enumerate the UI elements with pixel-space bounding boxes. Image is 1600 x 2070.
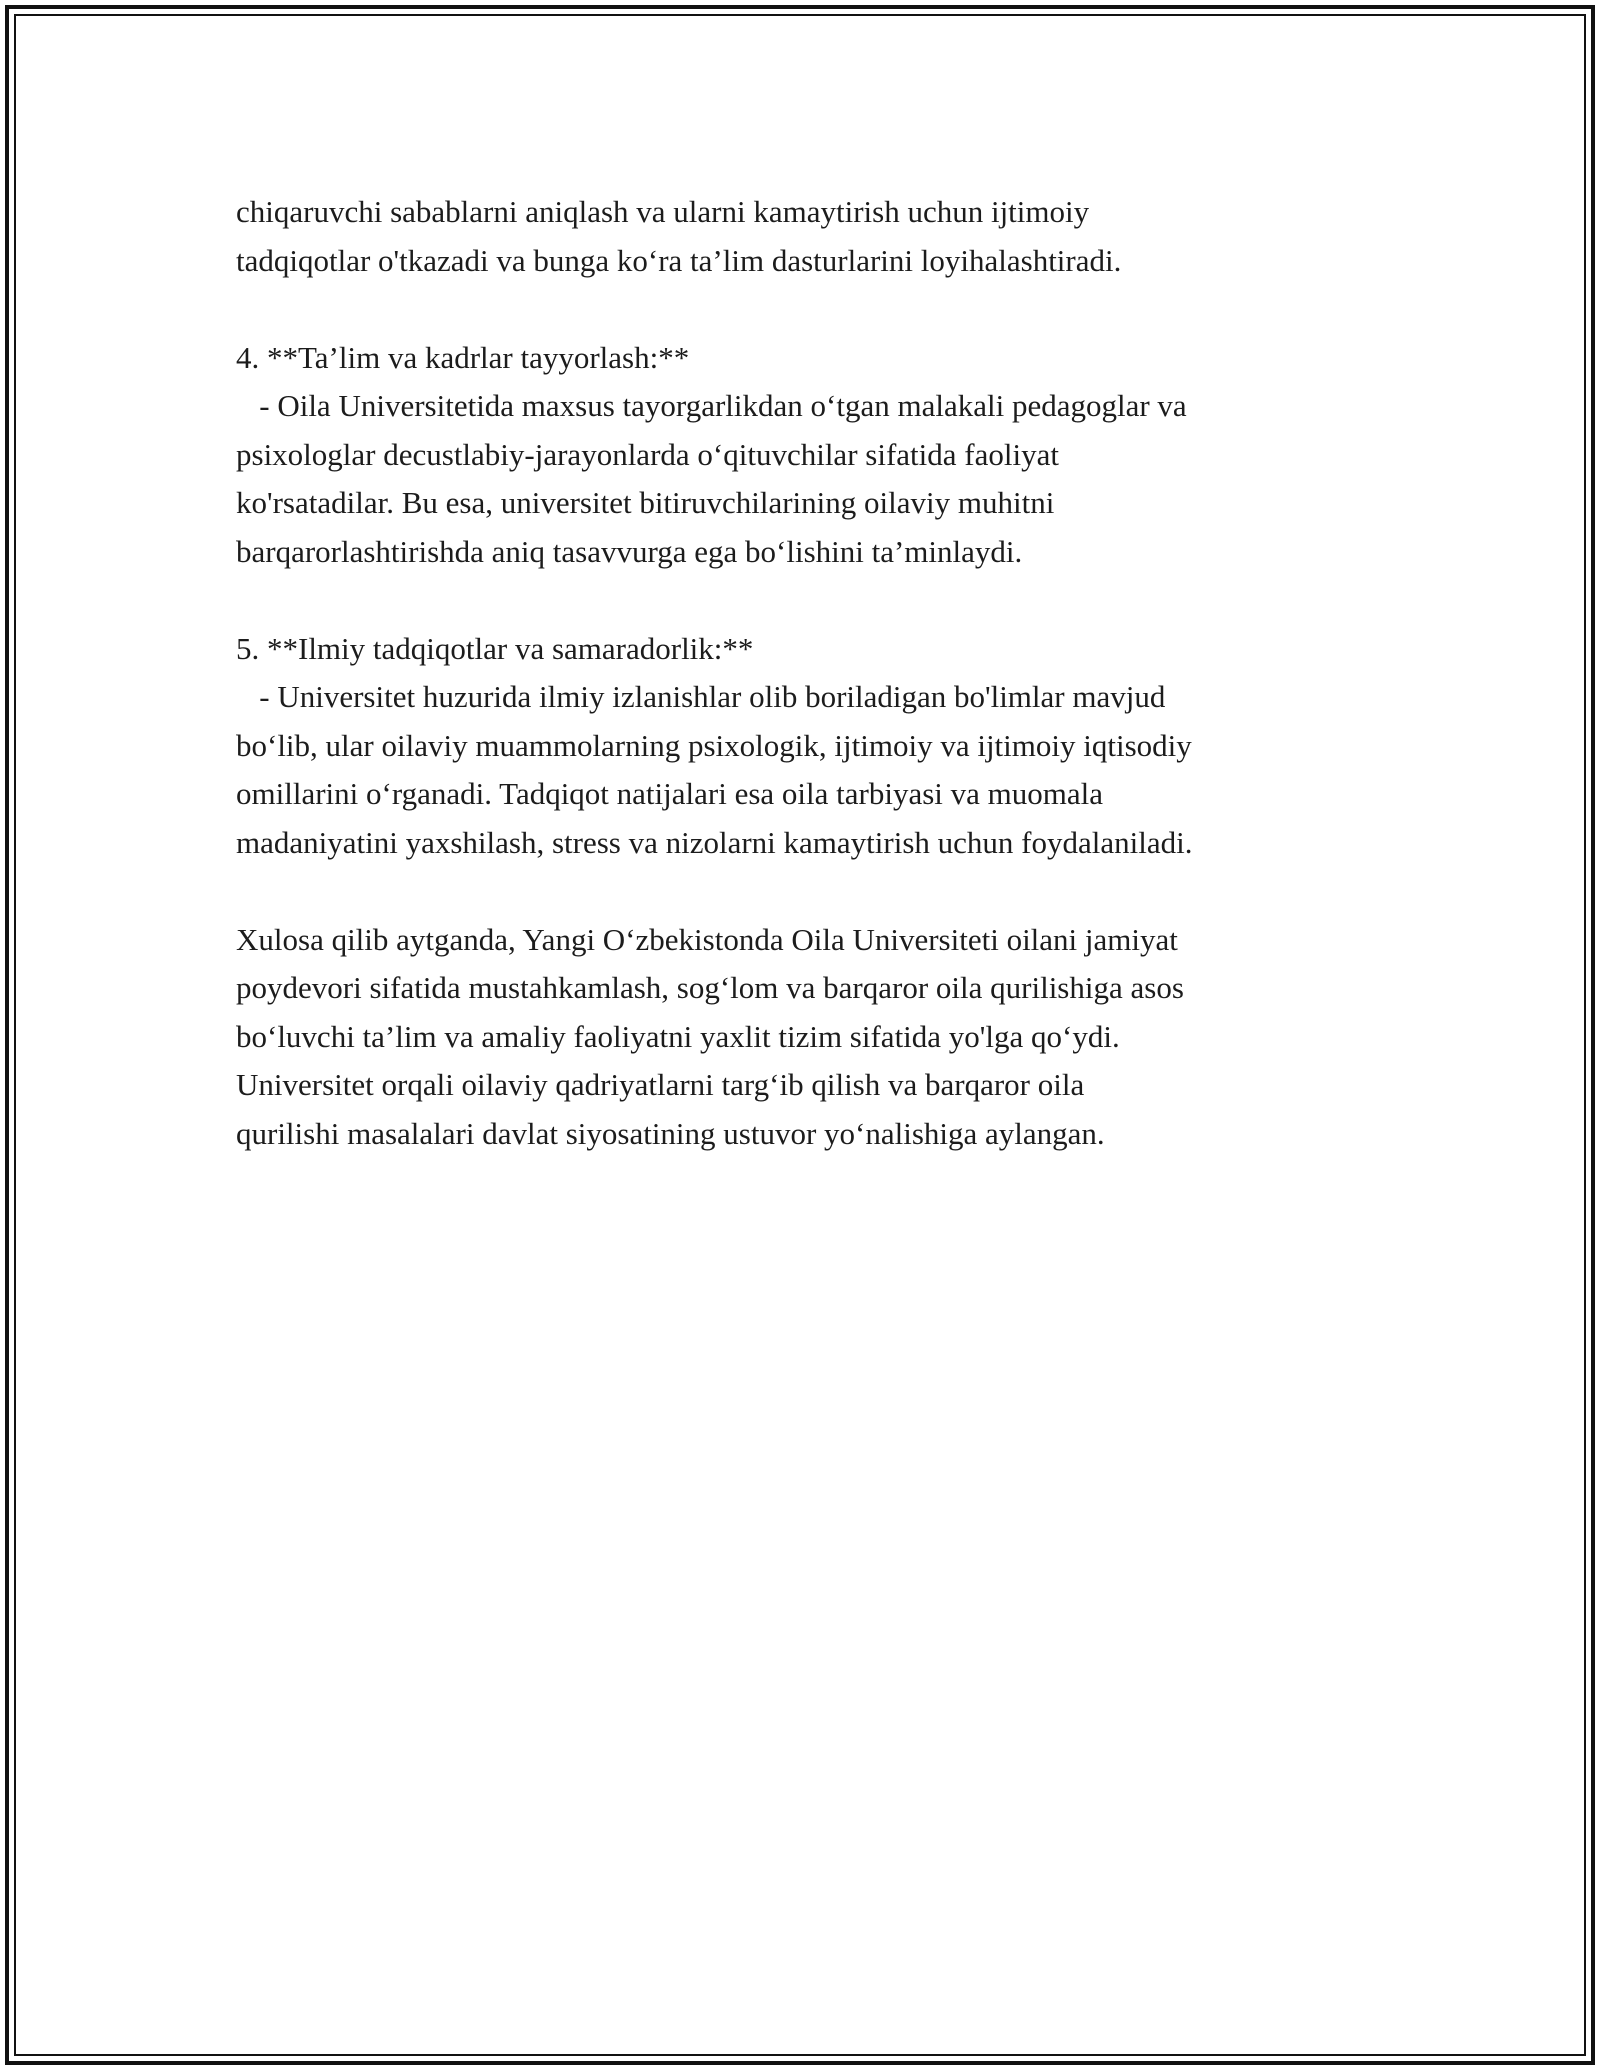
paragraph-intro-continuation: [236, 188, 1386, 285]
paragraph-section-5: [236, 625, 1386, 868]
text-line: qurilishi masalalari davlat siyosatining ustuvor yo‘nalishiga aylangan.: [236, 1115, 1105, 1151]
text-line: chiqaruvchi sabablarni aniqlash va ularni kamaytirish uchun ijtimoiy: [236, 194, 1090, 229]
text-line: bo‘luvchi ta’lim va amaliy faoliyatni yaxlit tizim sifatida yo'lga qo‘ydi.: [236, 1018, 1120, 1054]
document-body: [236, 188, 1386, 1158]
text-line: - Oila Universitetida maxsus tayorgarlikdan o‘tgan malakali pedagoglar va: [236, 388, 1187, 423]
section-heading: 4. **Ta’lim va kadrlar tayyorlash:**: [236, 339, 690, 375]
text-line: tadqiqotlar o'tkazadi va bunga ko‘ra ta’lim dasturlarini loyihalashtiradi.: [236, 242, 1122, 278]
text-line: barqarorlashtirishda aniq tasavvurga ega bo‘lishini ta’minlaydi.: [236, 533, 1023, 569]
text-line: bo‘lib, ular oilaviy muammolarning psixologik, ijtimoiy va ijtimoiy iqtisodiy: [236, 727, 1192, 763]
paragraph-section-4: [236, 334, 1386, 577]
section-heading: 5. **Ilmiy tadqiqotlar va samaradorlik:**: [236, 630, 754, 666]
text-line: omillarini o‘rganadi. Tadqiqot natijalari esa oila tarbiyasi va muomala: [236, 776, 1104, 811]
text-line: Universitet orqali oilaviy qadriyatlarni targ‘ib qilish va barqaror oila: [236, 1067, 1085, 1102]
text-line: psixologlar decustlabiy-jarayonlarda o‘qituvchilar sifatida faoliyat: [236, 436, 1059, 472]
paragraph-conclusion: [236, 916, 1386, 1159]
text-line: madaniyatini yaxshilash, stress va nizolarni kamaytirish uchun foydalaniladi.: [236, 824, 1193, 860]
text-line: Xulosa qilib aytganda, Yangi O‘zbekistonda Oila Universiteti oilani jamiyat: [236, 921, 1178, 957]
text-line: ko'rsatadilar. Bu esa, universitet bitiruvchilarining oilaviy muhitni: [236, 485, 1055, 520]
text-line: poydevori sifatida mustahkamlash, sog‘lom va barqaror oila qurilishiga asos: [236, 970, 1184, 1005]
text-line: - Universitet huzurida ilmiy izlanishlar olib boriladigan bo'limlar mavjud: [236, 679, 1166, 714]
